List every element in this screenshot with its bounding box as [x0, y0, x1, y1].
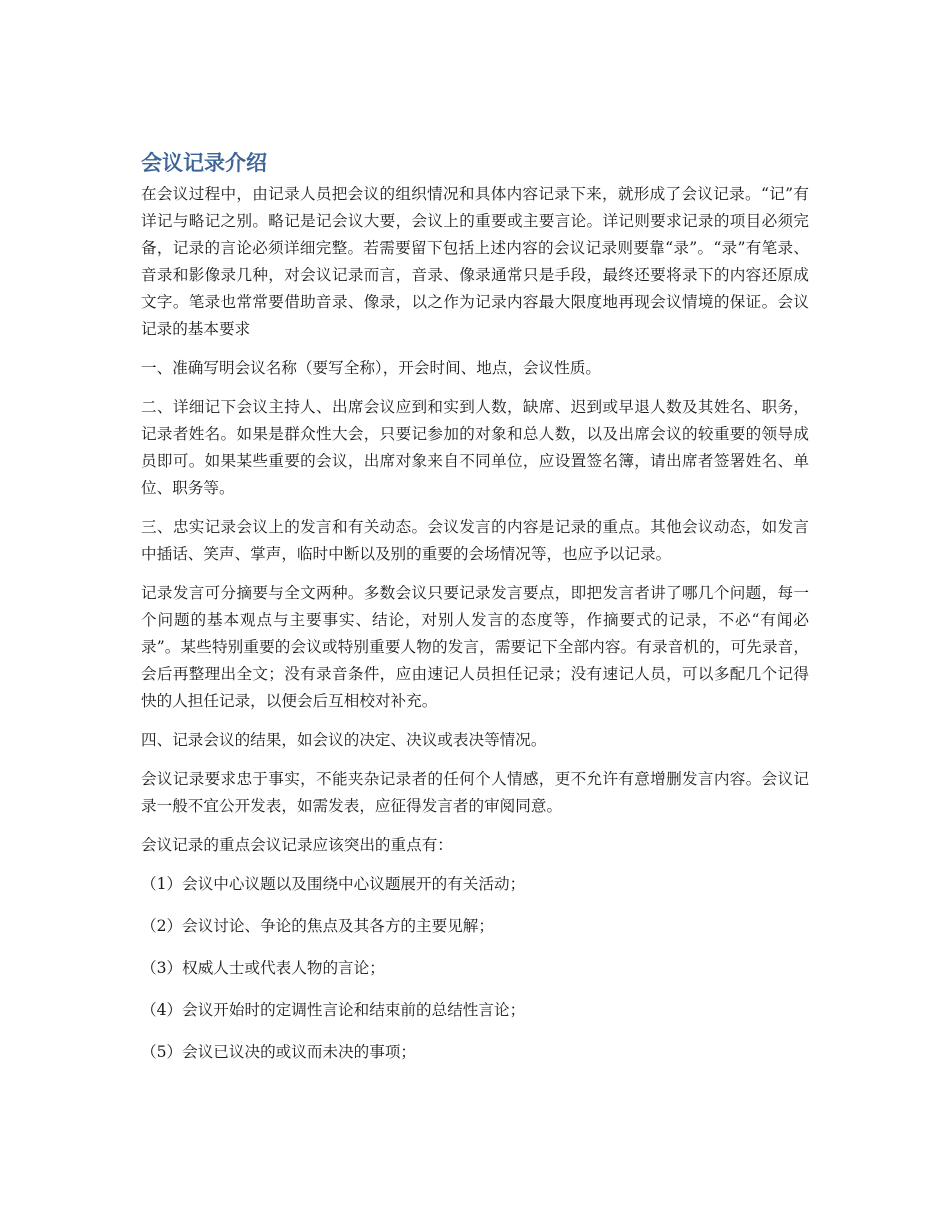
fidelity-paragraph: 会议记录要求忠于事实，不能夹杂记录者的任何个人情感，更不允许有意增删发言内容。会议记录一般不宜公开发表，如需发表，应征得发言者的审阅同意。 — [141, 770, 809, 815]
requirement-1-paragraph: 一、准确写明会议名称（要写全称），开会时间、地点，会议性质。 — [141, 359, 602, 377]
key-point-item: （5）会议已议决的或议而未决的事项； — [141, 1043, 417, 1061]
document-page — [141, 148, 809, 1081]
key-point-item: （3）权威人士或代表人物的言论； — [141, 959, 385, 977]
intro-paragraph: 在会议过程中，由记录人员把会议的组织情况和具体内容记录下来，就形成了会议记录。“记”有详记与略记之别。略记是记会议大要，会议上的重要或主要言论。详记则要求记录的项目必须完备，记录的言论必须详细完整。若需要留下包括上述内容的会议记录则要靠“录”。“录”有笔录、音录和影像录几种，对会议记录而言，音录、像录通常只是手段，最终还要将录下的内容还原成文字。笔录也常常要借助音录、像录，以之作为记录内容最大限度地再现会议情境的保证。会议记录的基本要求 — [141, 185, 809, 338]
requirement-2-paragraph: 二、详细记下会议主持人、出席会议应到和实到人数，缺席、迟到或早退人数及其姓名、职务，记录者姓名。如果是群众性大会，只要记参加的对象和总人数，以及出席会议的较重要的领导成员即可。如果某些重要的会议，出席对象来自不同单位，应设置签名簿，请出席者签署姓名、单位、职务等。 — [141, 398, 809, 497]
document-title: 会议记录介绍 — [141, 151, 267, 175]
key-point-item: （1）会议中心议题以及围绕中心议题展开的有关活动； — [141, 875, 526, 893]
requirement-4-paragraph: 四、记录会议的结果，如会议的决定、决议或表决等情况。 — [141, 731, 547, 749]
speech-record-paragraph: 记录发言可分摘要与全文两种。多数会议只要记录发言要点，即把发言者讲了哪几个问题，每一个问题的基本观点与主要事实、结论，对别人发言的态度等，作摘要式的记录，不必“有闻必录”。某些特别重要的会议或特别重要人物的发言，需要记下全部内容。有录音机的，可先录音，会后再整理出全文；没有录音条件，应由速记人员担任记录；没有速记人员，可以多配几个记得快的人担任记录，以便会后互相校对补充。 — [141, 584, 809, 710]
key-point-item: （2）会议讨论、争论的焦点及其各方的主要见解； — [141, 917, 494, 935]
key-points-heading-paragraph: 会议记录的重点会议记录应该突出的重点有： — [141, 836, 453, 854]
requirement-3-paragraph: 三、忠实记录会议上的发言和有关动态。会议发言的内容是记录的重点。其他会议动态，如发言中插话、笑声、掌声，临时中断以及别的重要的会场情况等，也应予以记录。 — [141, 518, 809, 563]
key-point-item: （4）会议开始时的定调性言论和结束前的总结性言论； — [141, 1001, 526, 1019]
